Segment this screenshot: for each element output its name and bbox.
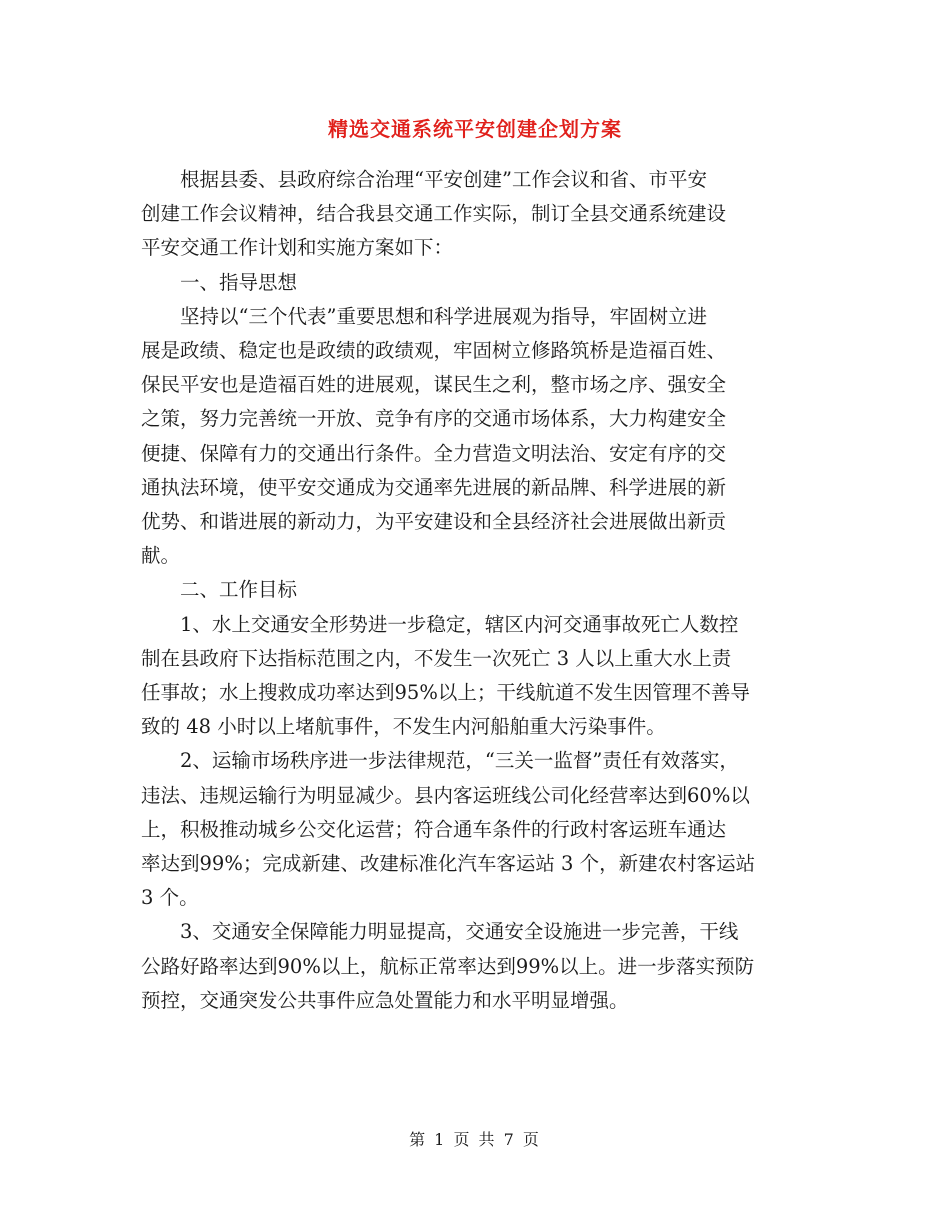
section-heading-work-goals: 二、工作目标 bbox=[180, 578, 298, 602]
page-number: 第 1 页 共 7 页 bbox=[409, 1130, 541, 1149]
document-title: 精选交通系统平安创建企划方案 bbox=[328, 117, 622, 141]
guiding-thought-paragraph: 坚持以“三个代表”重要思想和科学进展观为指导，牢固树立进 展是政绩、稳定也是政绩的政绩观，牢固树立修路筑桥是造福百姓、 保民平安也是造福百姓的进展观，谋民生之利，整市场之序、强安全 之策，努力完善统一开放、竞争有序的交通市场体系，大力构建安全 便捷、保障有力的交通出行条件。全力营造文明法治、安定有序的交 通执法环境，使平安交通成为交通率先进展的新品牌、科学进展的新 优势、和谐进展的新动力，为平安建设和全县经济社会进展做出新贡 献。 bbox=[141, 304, 727, 568]
goal-paragraph-2: 2、运输市场秩序进一步法律规范，“三关一监督”责任有效落实， 违法、违规运输行为明显减少。县内客运班线公司化经营率达到60%以 上，积极推动城乡公交化运营；符合通车条件的行政村客运班车通达 率达到99%；完成新建、改建标准化汽车客运站 3 个，新建农村客运站 3 个。 bbox=[141, 749, 756, 910]
goal-paragraph-3: 3、交通安全保障能力明显提高，交通安全设施进一步完善，干线 公路好路率达到90%以上，航标正常率达到99%以上。进一步落实预防 预控，交通突发公共事件应急处置能力和水平明显增强。 bbox=[141, 920, 755, 1012]
section-heading-guiding-thought: 一、指导思想 bbox=[180, 270, 298, 294]
document-body bbox=[141, 163, 817, 1018]
intro-paragraph: 根据县委、县政府综合治理“平安创建”工作会议和省、市平安 创建工作会议精神，结合我县交通工作实际，制订全县交通系统建设 平安交通工作计划和实施方案如下： bbox=[141, 168, 727, 260]
goal-paragraph-1: 1、水上交通安全形势进一步稳定，辖区内河交通事故死亡人数控 制在县政府下达指标范围之内，不发生一次死亡 3 人以上重大水上责 任事故；水上搜救成功率达到95%以上；干线航道不发生因管理不善导 致的 48 小时以上堵航事件，不发生内河船舶重大污染事件。 bbox=[141, 612, 750, 739]
